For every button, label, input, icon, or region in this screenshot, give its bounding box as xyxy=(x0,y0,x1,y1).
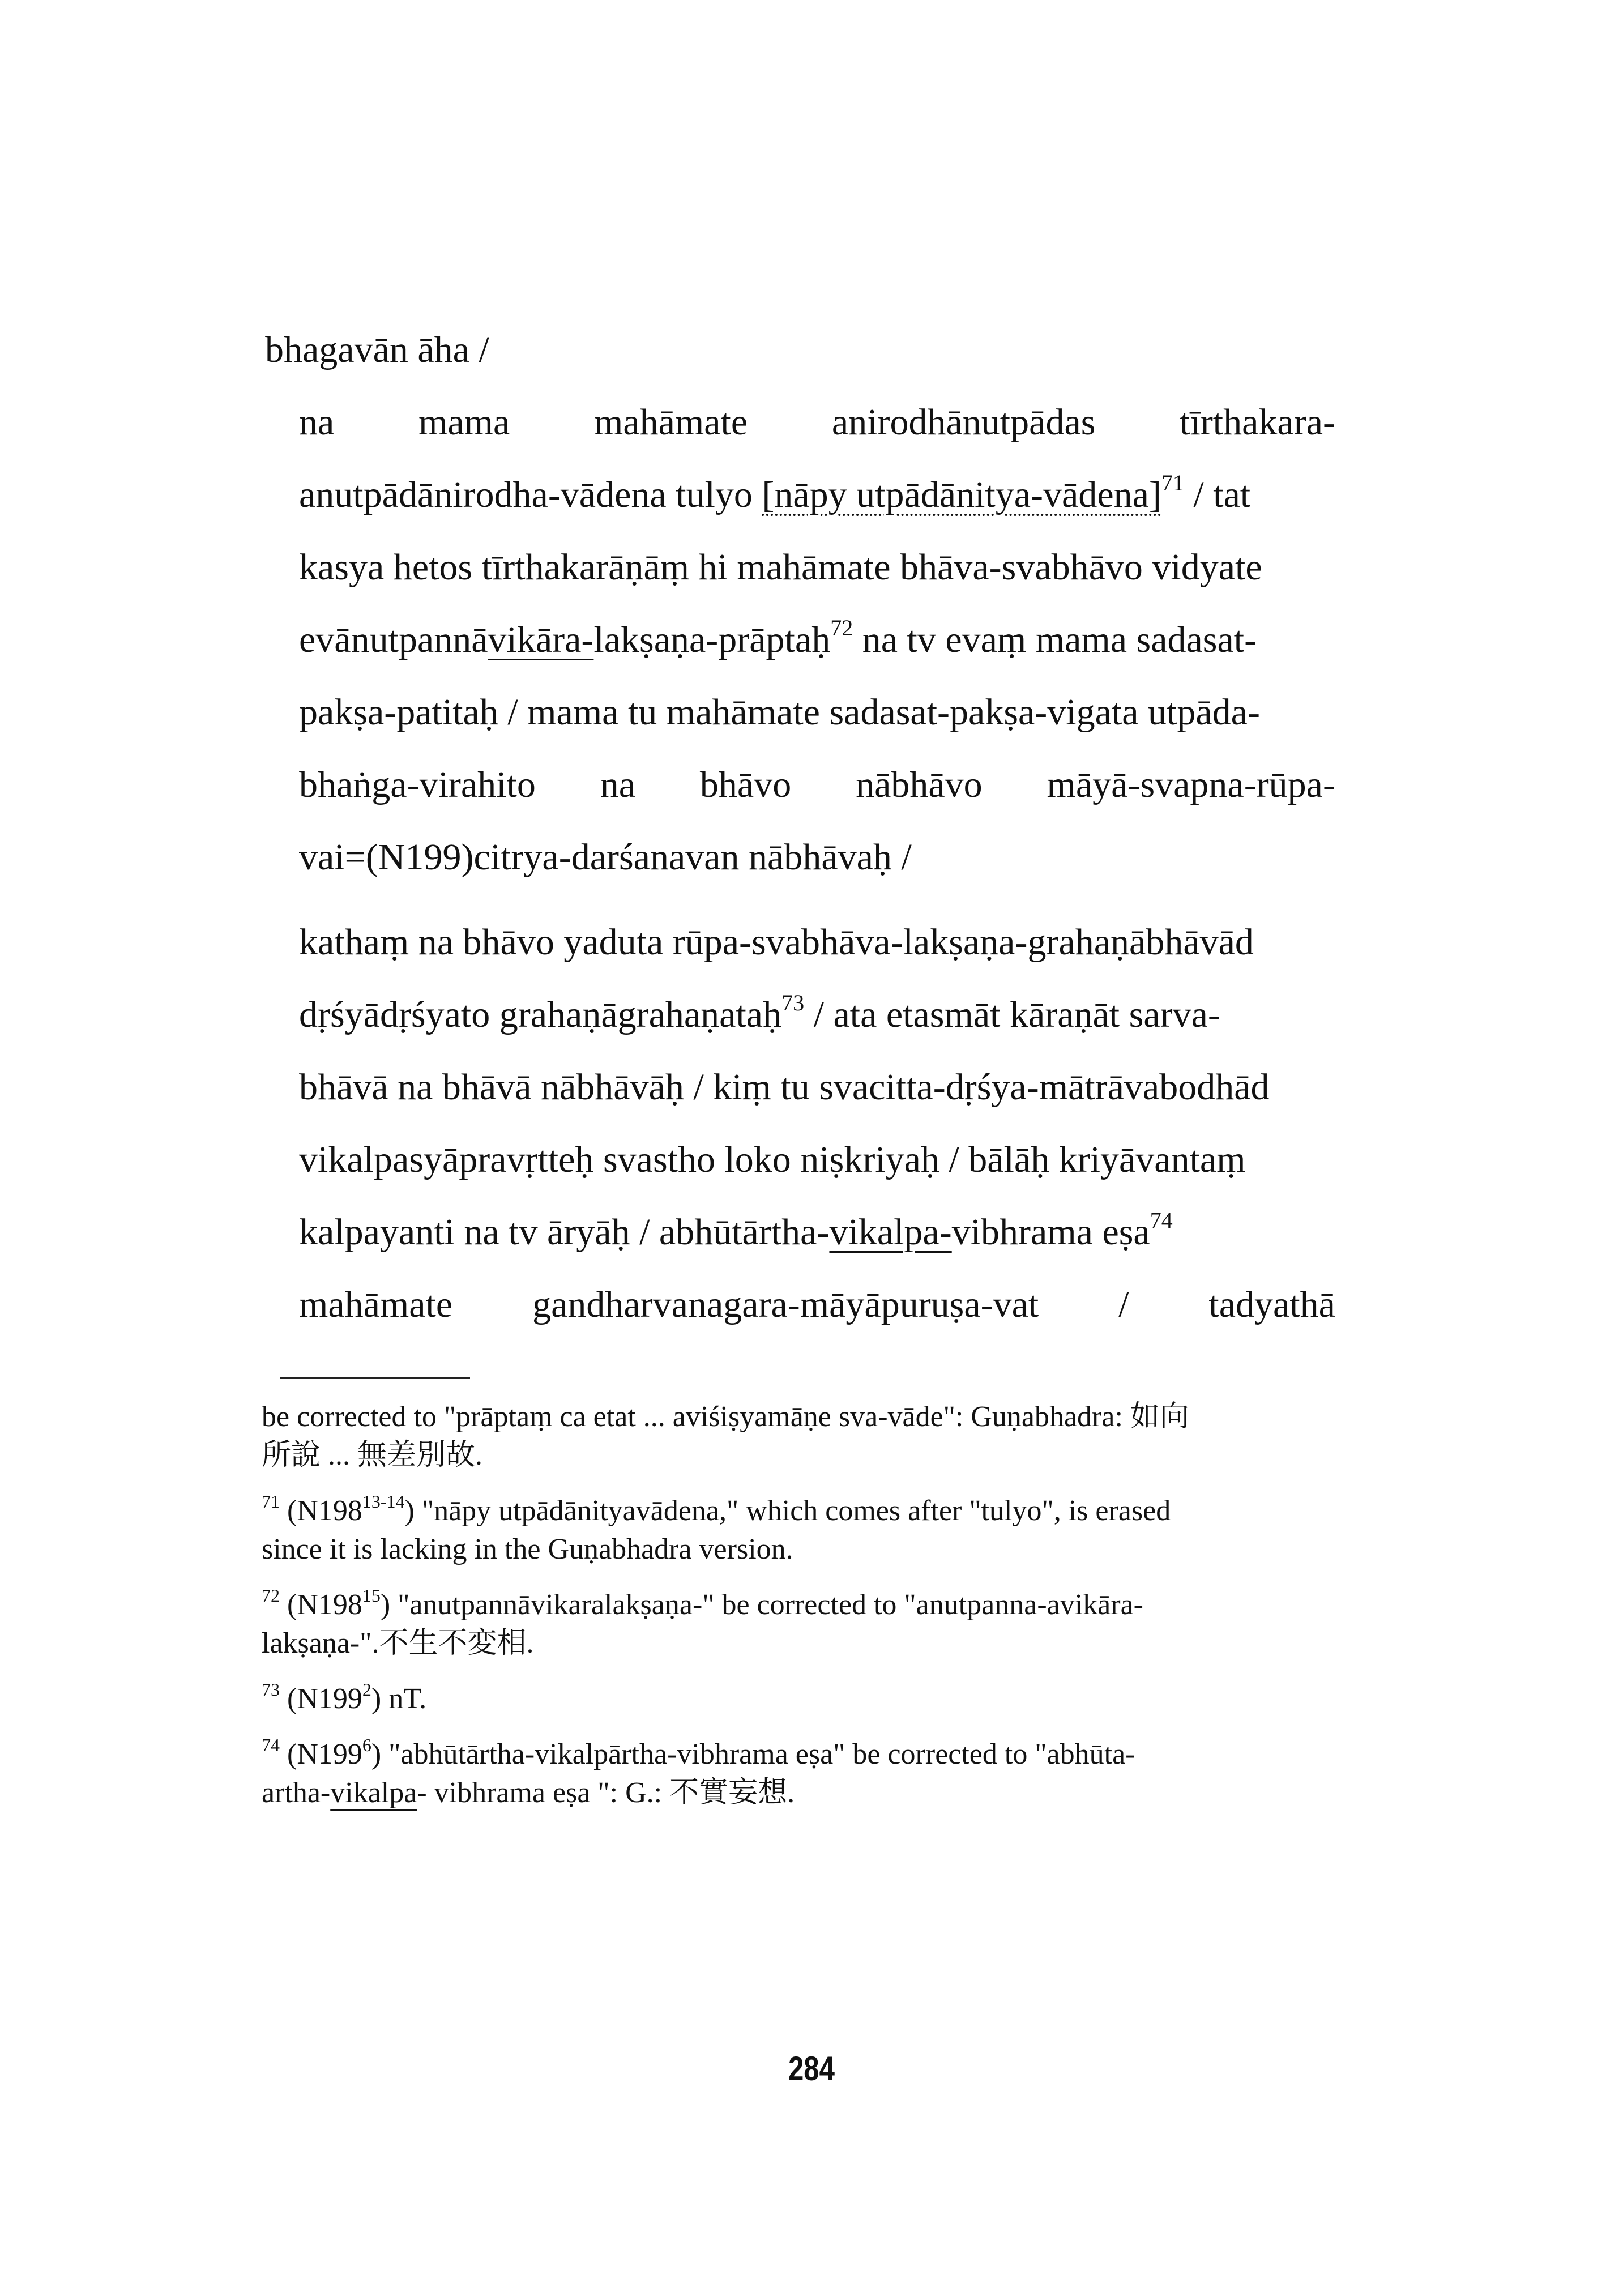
note-line xyxy=(262,1735,1332,1774)
word: mahāmate xyxy=(299,1284,453,1325)
note-line xyxy=(262,1680,1332,1718)
text: - vibhrama eṣa ": G.: 不實妄想. xyxy=(417,1777,795,1809)
note-line xyxy=(262,1492,1332,1530)
para2-line-1: kathaṃ na bhāvo yaduta rūpa-svabhāva-lakṣaṇa-grahaṇābhāvād xyxy=(299,921,1254,963)
para2-line-2 xyxy=(299,979,1335,1051)
footnote-separator xyxy=(280,1377,470,1379)
para2-line-6 xyxy=(299,1269,1335,1341)
word: / xyxy=(1118,1284,1129,1325)
word: bhaṅga-virahito xyxy=(299,764,536,805)
word: nābhāvo xyxy=(856,764,983,805)
footnote-number: 73 xyxy=(262,1679,280,1700)
text: kalpayanti na tv āryāḥ / abhūtārtha- xyxy=(299,1211,830,1253)
word: na xyxy=(299,402,335,443)
footnote-continuation xyxy=(262,1398,1332,1475)
page-number: 284 xyxy=(788,2050,835,2088)
footnote-ref-74: 74 xyxy=(1150,1207,1173,1233)
para2-line-4: vikalpasyāpravṛtteḥ svastho loko niṣkriyaḥ / bālāḥ kriyāvantaṃ xyxy=(299,1139,1246,1180)
paragraph-1 xyxy=(299,386,1335,894)
note-line: 所說 ... 無差別故. xyxy=(262,1439,483,1471)
word: tīrthakara- xyxy=(1180,402,1335,443)
para1-line-7: vai=(N199)citrya-darśanavan nābhāvaḥ / xyxy=(299,837,912,878)
text: ) nT. xyxy=(371,1683,427,1715)
word: mama xyxy=(418,402,510,443)
footnote-71 xyxy=(262,1492,1332,1569)
text: artha- xyxy=(262,1777,331,1809)
footnote-74 xyxy=(262,1735,1332,1812)
text: ) "anutpannāvikaralakṣaṇa-" be corrected to "anutpanna-avikāra- xyxy=(380,1589,1143,1621)
text: / tat xyxy=(1184,474,1251,515)
underlined-text: vikāra- xyxy=(488,619,594,660)
para1-line-3: kasya hetos tīrthakarāṇāṃ hi mahāmate bhāva-svabhāvo vidyate xyxy=(299,547,1262,588)
footnote-number: 71 xyxy=(262,1491,280,1512)
underlined-text: vikalpa- xyxy=(829,1211,952,1253)
text: na tv evaṃ mama sadasat- xyxy=(853,619,1257,660)
footnote-number: 72 xyxy=(262,1585,280,1606)
para1-line-5: pakṣa-patitaḥ / mama tu mahāmate sadasat-pakṣa-vigata utpāda- xyxy=(299,692,1260,733)
footnote-ref-71: 71 xyxy=(1161,470,1184,496)
text: vibhrama eṣa xyxy=(951,1211,1150,1253)
line-ref: 13-14 xyxy=(362,1491,405,1512)
note-line xyxy=(262,1774,1332,1812)
text: anutpādānirodha-vādena tulyo xyxy=(299,474,762,515)
note-line: lakṣaṇa-".不生不変相. xyxy=(262,1627,534,1659)
text: (N198 xyxy=(280,1589,362,1621)
text: (N199 xyxy=(280,1683,362,1715)
para1-line-2 xyxy=(299,459,1335,531)
text: (N199 xyxy=(280,1738,362,1770)
note-line xyxy=(262,1586,1332,1624)
note-line: be corrected to "prāptaṃ ca etat ... aviśiṣyamāṇe sva-vāde": Guṇabhadra: 如向 xyxy=(262,1401,1189,1433)
dotted-insertion: [nāpy utpādānitya-vādena] xyxy=(762,474,1161,515)
para2-line-3: bhāvā na bhāvā nābhāvāḥ / kiṃ tu svacitta-dṛśya-mātrāvabodhād xyxy=(299,1066,1270,1108)
para1-line-1 xyxy=(299,386,1335,459)
line-ref: 15 xyxy=(362,1585,381,1606)
word: bhāvo xyxy=(699,764,792,805)
text: ) "nāpy utpādānityavādena," which comes after "tulyo", is erased xyxy=(404,1495,1171,1527)
footnote-72 xyxy=(262,1586,1332,1663)
footnote-73 xyxy=(262,1680,1332,1718)
footnote-ref-73: 73 xyxy=(781,990,805,1015)
heading-bhagavan-aha: bhagavān āha / xyxy=(265,329,489,370)
para1-line-4 xyxy=(299,604,1335,676)
word: na xyxy=(600,764,636,805)
word: gandharvanagara-māyāpuruṣa-vat xyxy=(532,1284,1039,1325)
line-ref: 2 xyxy=(362,1679,371,1700)
underlined-text: vikalpa xyxy=(330,1777,417,1809)
word: mahāmate xyxy=(594,402,748,443)
word: māyā-svapna-rūpa- xyxy=(1047,764,1335,805)
text: / ata etasmāt kāraṇāt sarva- xyxy=(804,994,1220,1035)
text: ) "abhūtārtha-vikalpārtha-vibhrama eṣa" be corrected to "abhūta- xyxy=(371,1738,1135,1770)
text: (N198 xyxy=(280,1495,362,1527)
footnote-ref-72: 72 xyxy=(830,615,853,641)
footnotes xyxy=(262,1398,1332,1829)
para2-line-5 xyxy=(299,1196,1335,1269)
line-ref: 6 xyxy=(362,1734,371,1755)
paragraph-2 xyxy=(299,906,1335,1341)
word: tadyathā xyxy=(1208,1284,1335,1325)
word: anirodhānutpādas xyxy=(831,402,1096,443)
text: evānutpannā xyxy=(299,619,488,660)
para1-line-6 xyxy=(299,749,1335,821)
footnote-number: 74 xyxy=(262,1734,280,1755)
note-line: since it is lacking in the Guṇabhadra version. xyxy=(262,1533,793,1565)
text: lakṣaṇa-prāptaḥ xyxy=(593,619,831,660)
text: dṛśyādṛśyato grahaṇāgrahaṇataḥ xyxy=(299,994,782,1035)
